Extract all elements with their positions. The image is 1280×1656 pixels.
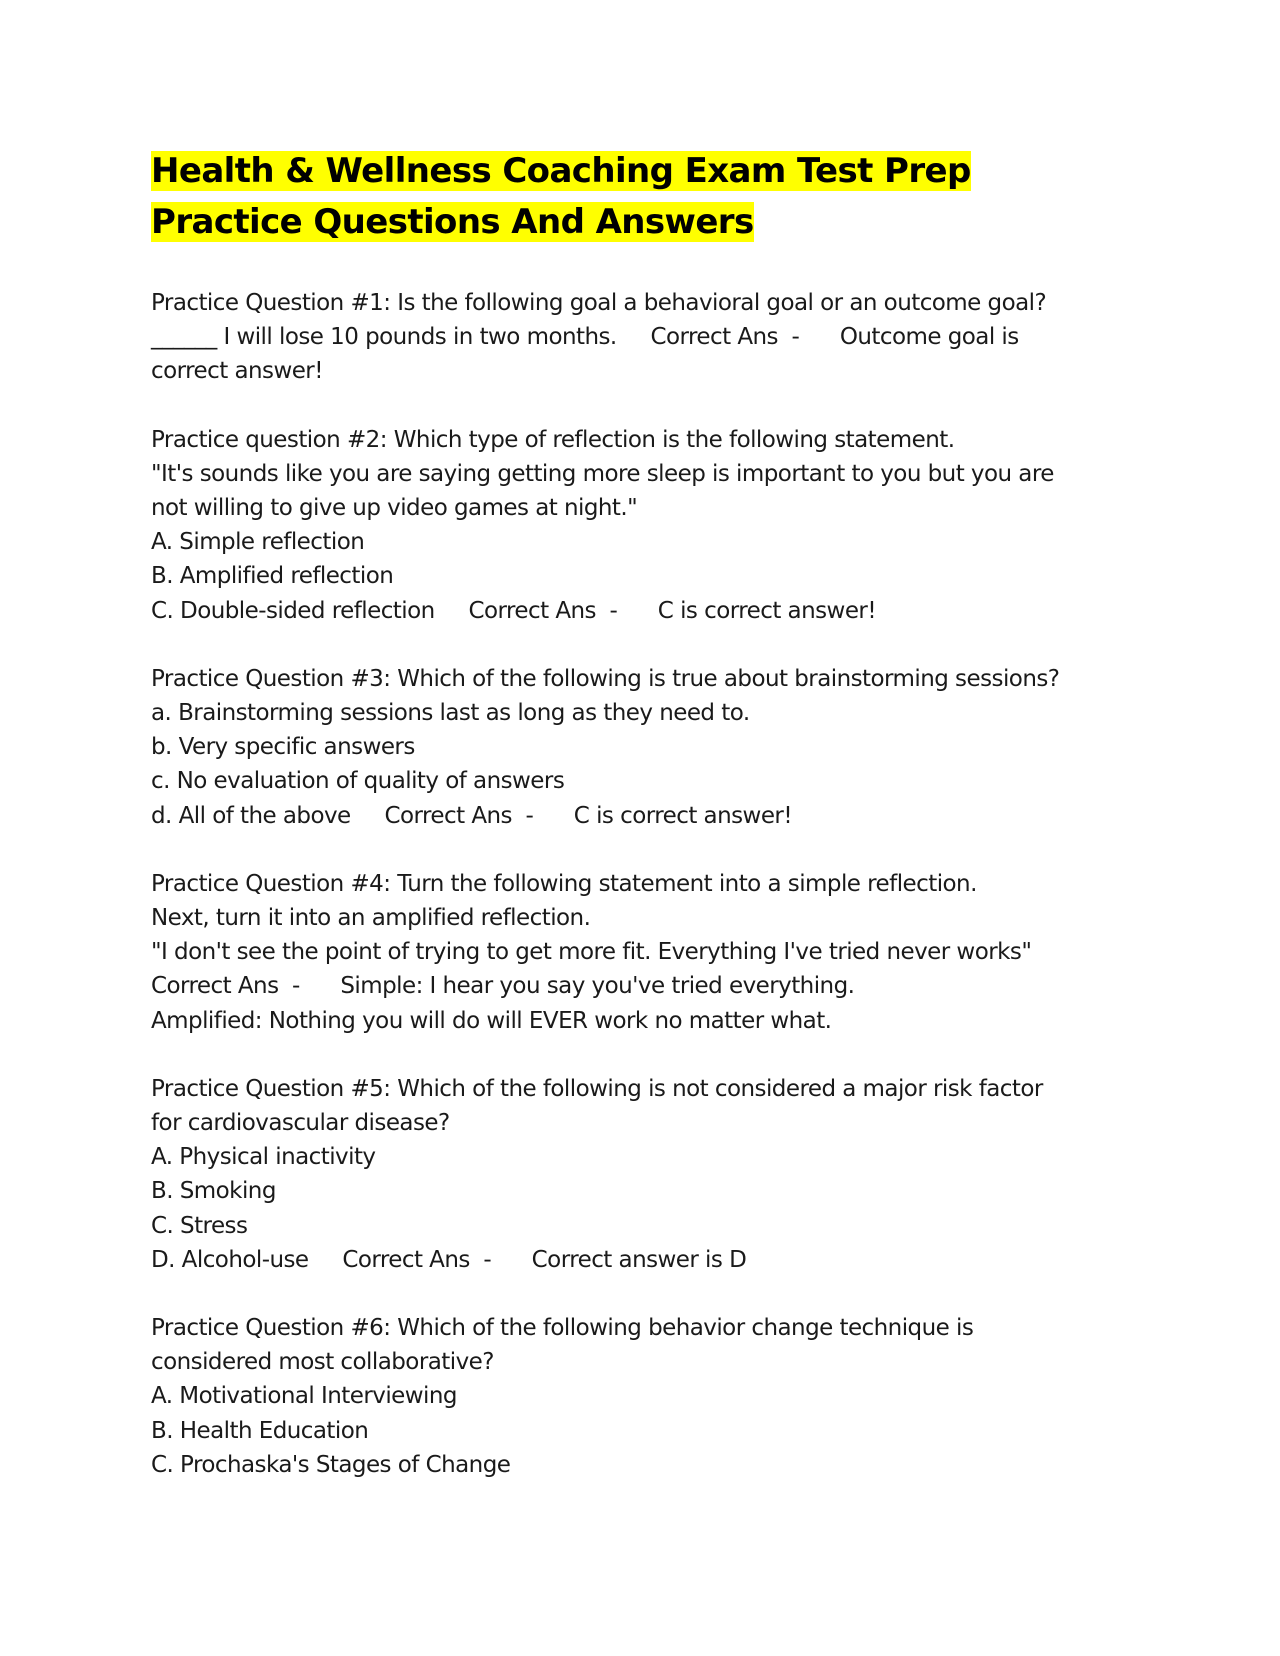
question-line: Next, turn it into an amplified reflection. <box>151 905 591 932</box>
question-block-4 <box>151 867 1151 1038</box>
answer-option: A. Motivational Interviewing <box>151 1383 457 1410</box>
answer-option: d. All of the above Correct Ans - C is correct answer! <box>151 802 792 829</box>
answer-option: C. Stress <box>151 1212 248 1239</box>
question-line: considered most collaborative? <box>151 1349 494 1376</box>
answer-option: B. Health Education <box>151 1417 369 1444</box>
question-line: Practice Question #5: Which of the following is not considered a major risk factor <box>151 1075 1043 1102</box>
question-line: not willing to give up video games at night." <box>151 495 638 522</box>
answer-option: A. Physical inactivity <box>151 1144 376 1171</box>
title-line: Health & Wellness Coaching Exam Test Prep <box>151 151 971 191</box>
question-line: Practice question #2: Which type of reflection is the following statement. <box>151 426 955 453</box>
document-page <box>151 146 1151 1516</box>
question-line: Practice Question #1: Is the following goal a behavioral goal or an outcome goal? <box>151 290 1047 316</box>
answer-line: Amplified: Nothing you will do will EVER work no matter what. <box>151 1007 832 1034</box>
answer-option: C. Double-sided reflection Correct Ans - C is correct answer! <box>151 597 876 624</box>
question-block-3 <box>151 662 1151 833</box>
answer-option: C. Prochaska's Stages of Change <box>151 1451 511 1478</box>
answer-option: B. Amplified reflection <box>151 563 394 590</box>
question-block-5 <box>151 1072 1151 1277</box>
answer-option: B. Smoking <box>151 1178 276 1205</box>
question-block-1 <box>151 286 1151 389</box>
question-line: ______ I will lose 10 pounds in two months. Correct Ans - Outcome goal is <box>151 324 1019 351</box>
answer-option: D. Alcohol-use Correct Ans - Correct answer is D <box>151 1246 747 1273</box>
question-line: "I don't see the point of trying to get more fit. Everything I've tried never works" <box>151 939 1032 966</box>
question-block-2 <box>151 423 1151 628</box>
answer-option: c. No evaluation of quality of answers <box>151 768 565 795</box>
answer-option: A. Simple reflection <box>151 529 365 556</box>
answer-line: Correct Ans - Simple: I hear you say you've tried everything. <box>151 973 855 1000</box>
answer-option: b. Very specific answers <box>151 734 415 761</box>
question-line: "It's sounds like you are saying getting more sleep is important to you but you are <box>151 460 1054 487</box>
document-title <box>151 146 1151 248</box>
question-line: Practice Question #4: Turn the following statement into a simple reflection. <box>151 870 977 897</box>
question-block-6 <box>151 1311 1151 1482</box>
question-line: Practice Question #3: Which of the following is true about brainstorming sessions? <box>151 665 1060 692</box>
question-line: correct answer! <box>151 358 323 385</box>
title-line: Practice Questions And Answers <box>151 202 754 242</box>
question-line: Practice Question #6: Which of the following behavior change technique is <box>151 1315 974 1342</box>
question-line: for cardiovascular disease? <box>151 1110 450 1137</box>
answer-option: a. Brainstorming sessions last as long as they need to. <box>151 700 750 727</box>
